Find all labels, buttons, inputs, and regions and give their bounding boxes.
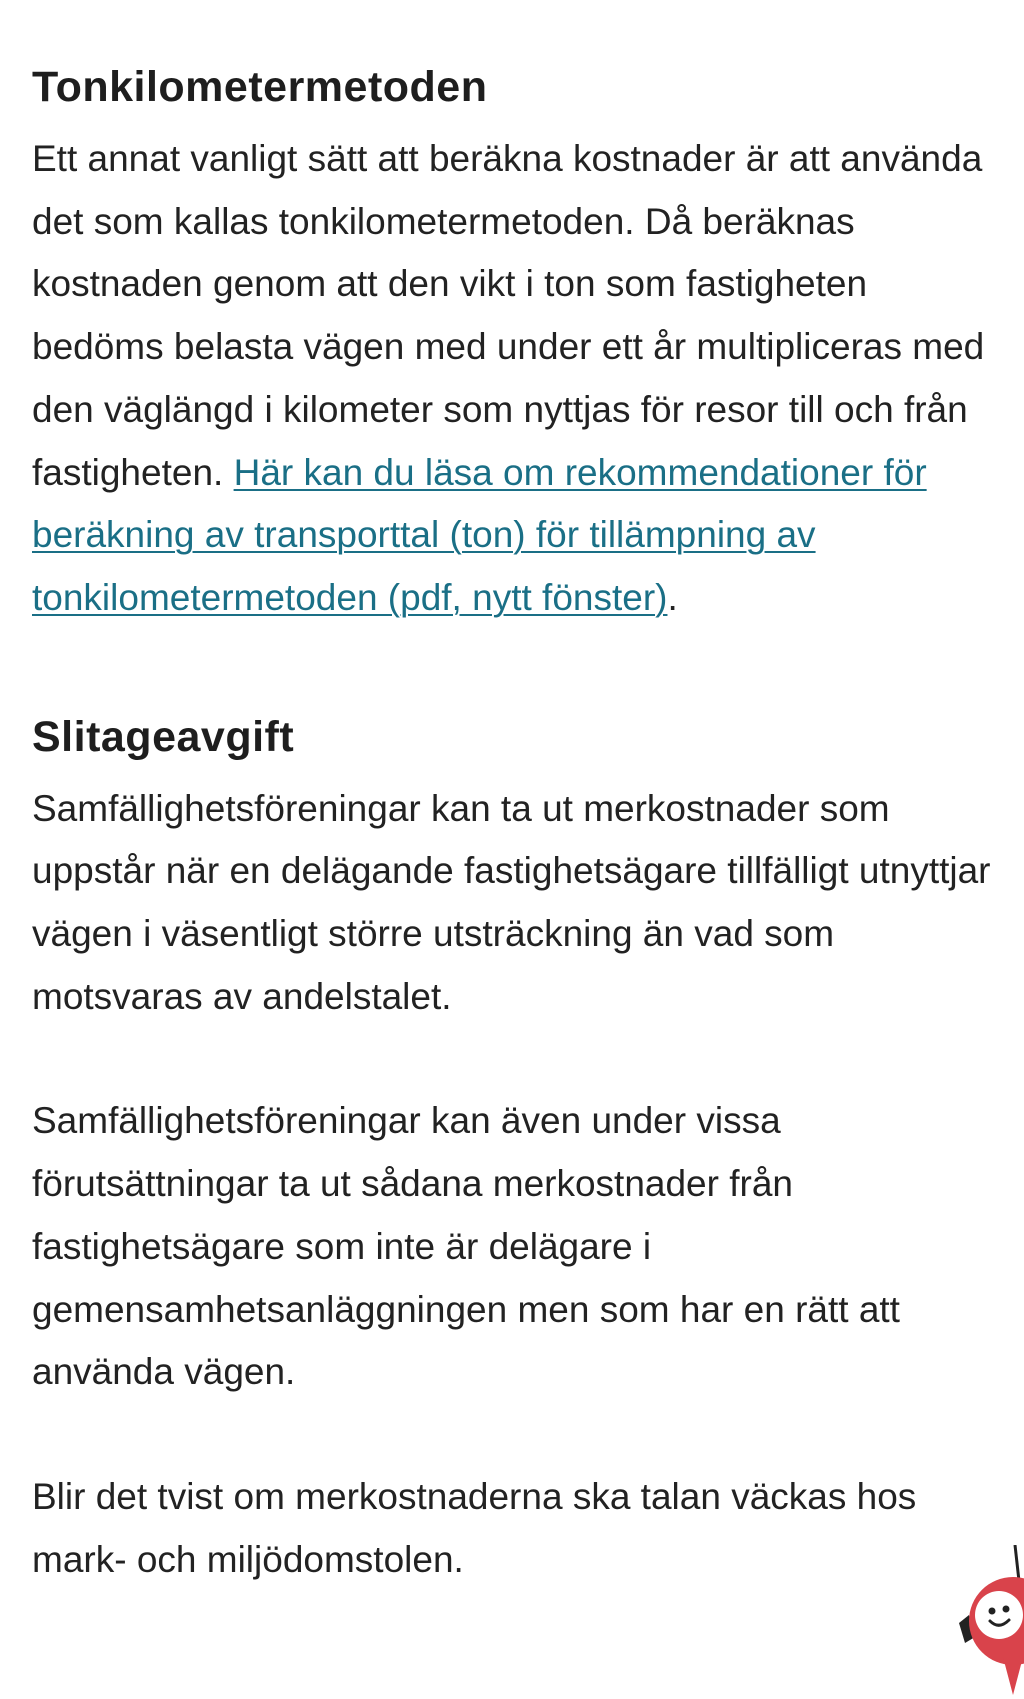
chat-widget-button[interactable]	[955, 1545, 1024, 1699]
slitage-paragraph-1: Samfällighetsföreningar kan ta ut merkostnader som uppstår när en delägande fastighetsägare tillfälligt utnyttjar vägen i väsentligt större utsträckning än vad som motsvaras av andelstalet.	[32, 787, 991, 1017]
chat-mascot-icon	[955, 1545, 1024, 1699]
slitage-paragraph-3: Blir det tvist om merkostnaderna ska talan väckas hos mark- och miljödomstolen.	[32, 1475, 917, 1580]
section-heading-tonkilometermetoden: Tonkilometermetoden	[32, 63, 488, 111]
main-content	[32, 52, 1002, 1591]
tonkilometer-body-text: Ett annat vanligt sätt att beräkna kostnader är att använda det som kallas tonkilometermetoden. Då beräknas kostnaden genom att den vikt i ton som fastigheten bedöms belasta vägen med under ett år multipliceras med den väglängd i kilometer som nyttjas för resor till och från fastigheten.	[32, 138, 985, 493]
section-tonkilometermetoden	[32, 52, 1002, 630]
slitage-paragraph-2: Samfällighetsföreningar kan även under vissa förutsättningar ta ut sådana merkostnader från fastighetsägare som inte är delägare i gemensamhetsanläggningen men som har en rätt att använda vägen.	[32, 1100, 900, 1393]
section-slitageavgift	[32, 702, 1002, 1592]
tonkilometer-trailing-period: .	[667, 576, 678, 618]
tonkilometer-paragraph	[32, 128, 1002, 630]
section-heading-slitageavgift: Slitageavgift	[32, 712, 295, 761]
recommendations-pdf-link[interactable]: Här kan du läsa om rekommendationer för beräkning av transporttal (ton) för tillämpning av tonkilometermetoden (pdf, nytt fönster)	[32, 451, 927, 618]
